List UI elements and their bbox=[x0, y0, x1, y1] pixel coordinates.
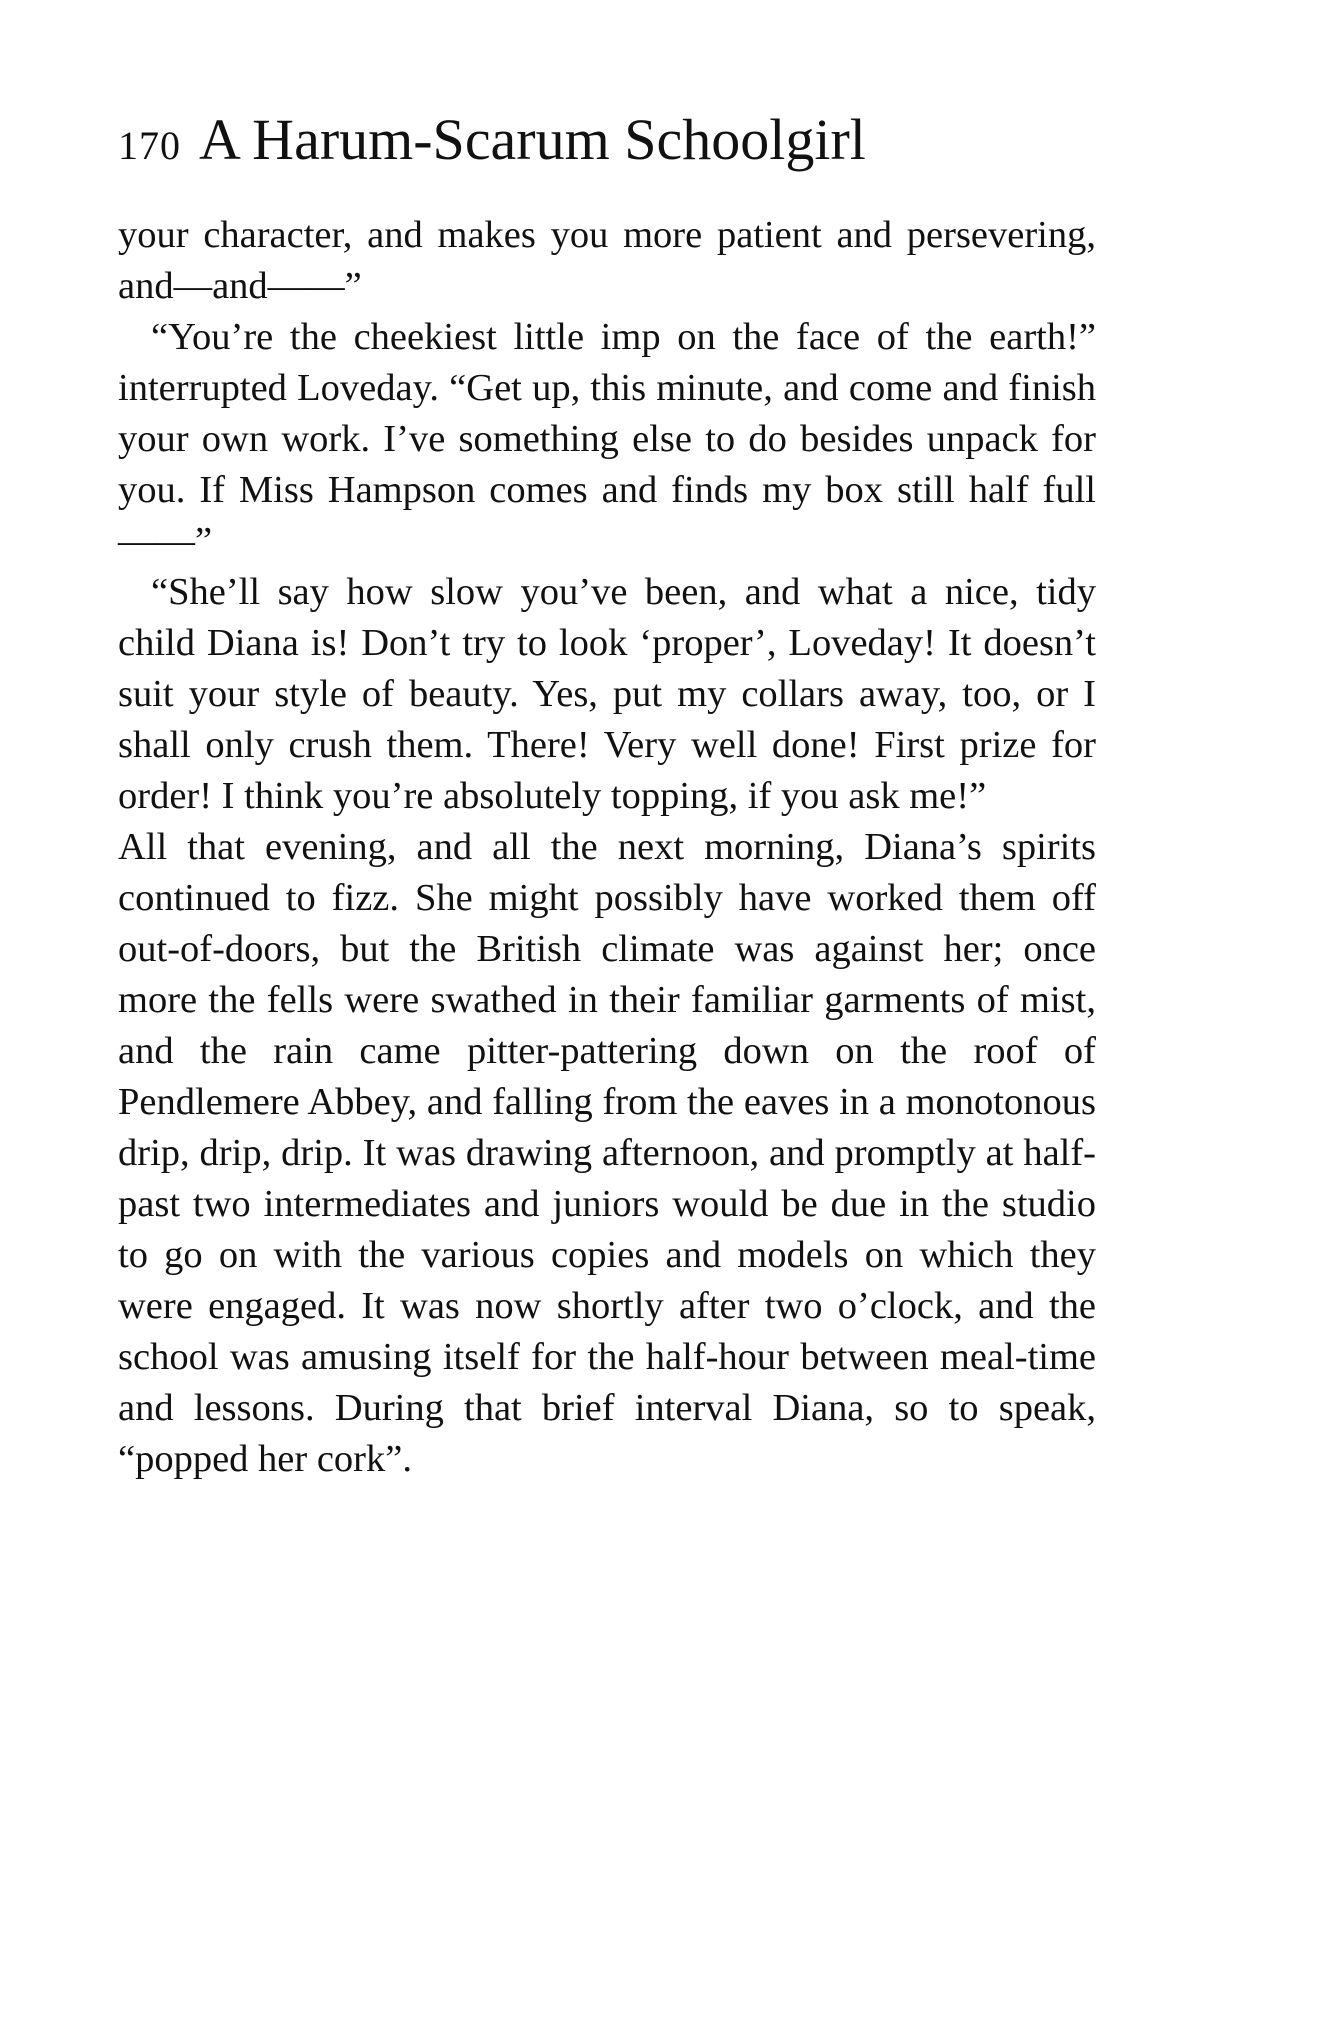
body-text bbox=[118, 210, 1096, 1485]
paragraph: “She’ll say how slow you’ve been, and what a nice, tidy child Diana is! Don’t try to look ‘proper’, Loveday! It doesn’t suit your style of beauty. Yes, put my collars away, too, or I shall only crush them. There! Very well done! First prize for order! I think you’re absolutely topping, if you ask me!” bbox=[118, 571, 1096, 817]
paragraph-continued: your character, and makes you more patient and persevering, and—and——” bbox=[118, 214, 1096, 307]
book-title: A Harum-Scarum Schoolgirl bbox=[199, 107, 866, 172]
running-head bbox=[118, 100, 1098, 180]
paragraph: All that evening, and all the next morning, Diana’s spirits continued to fizz. She might possibly have worked them off out-of-doors, but the British climate was against her; once more the fells were swathed in their familiar garments of mist, and the rain came pitter-pattering down on the roof of Pendlemere Abbey, and falling from the eaves in a monotonous drip, drip, drip. It was drawing afternoon, and promptly at half-past two intermediates and juniors would be due in the studio to go on with the various copies and models on which they were engaged. It was now shortly after two o’clock, and the school was amusing itself for the half-hour between meal-time and lessons. During that brief interval Diana, so to speak, “popped her cork”. bbox=[118, 826, 1096, 1480]
paragraph: “You’re the cheekiest little imp on the face of the earth!” interrupted Loveday. “Get up, this minute, and come and finish your own work. I’ve something else to do besides unpack for you. If Miss Hampson comes and finds my box still half full——” bbox=[118, 316, 1096, 562]
page-number: 170 bbox=[118, 123, 181, 168]
